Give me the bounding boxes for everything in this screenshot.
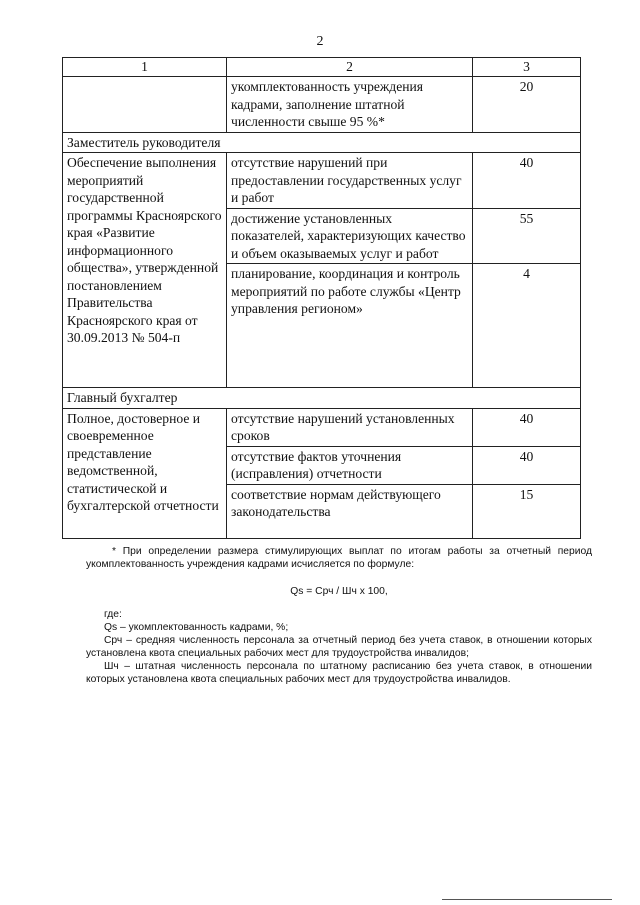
formula-definition-shch: Шч – штатная численность персонала по штатному расписанию без учета ставок, в отношении которых установлена квота специальных рабочих мест для трудоустройства инвалидов. [86,661,592,685]
section-header-row [63,388,581,409]
column-header-3: 3 [473,58,581,77]
column-header-2: 2 [227,58,473,77]
criterion-cell: планирование, координация и контроль мероприятий по работе службы «Центр управления регионом» [227,264,473,388]
table-header-row [63,58,581,77]
points-cell: 20 [473,77,581,133]
points-cell: 40 [473,446,581,484]
criteria-table [62,57,581,539]
staffing-formula: Qs = Срч / Шч х 100, [290,586,388,597]
points-cell: 4 [473,264,581,388]
column-header-1: 1 [63,58,227,77]
criterion-cell: достижение установленных показателей, характеризующих качество и объем оказываемых услуг и работ [227,208,473,264]
points-cell: 40 [473,153,581,209]
section-title-chief-accountant: Главный бухгалтер [63,388,581,409]
criterion-cell: отсутствие нарушений при предоставлении государственных услуг и работ [227,153,473,209]
table-row [63,153,581,209]
criterion-cell: отсутствие фактов уточнения (исправления) отчетности [227,446,473,484]
criterion-cell: соответствие нормам действующего законодательства [227,484,473,538]
points-cell: 15 [473,484,581,538]
criterion-cell: отсутствие нарушений установленных сроков [227,408,473,446]
page-number: 2 [316,34,324,49]
formula-where: где: [104,609,122,620]
section-header-row [63,132,581,153]
footnote-intro: * При определении размера стимулирующих выплат по итогам работы за отчетный период укомплектованность учреждения кадрами исчисляется по формуле: [86,546,592,570]
bottom-rule [442,899,612,900]
points-cell: 55 [473,208,581,264]
indicator-cell-empty [63,77,227,133]
footnote [86,545,592,686]
section-title-deputy: Заместитель руководителя [63,132,581,153]
indicator-cell: Полное, достоверное и своевременное представление ведомственной, статистической и бухгалтерской отчетности [63,408,227,538]
table-row [63,77,581,133]
formula-definition-srch: Срч – средняя численность персонала за отчетный период без учета ставок, в отношении которых установлена квота специальных рабочих мест для трудоустройства инвалидов; [86,635,592,659]
criterion-cell: укомплектованность учреждения кадрами, заполнение штатной численности свыше 95 %* [227,77,473,133]
table-row [63,408,581,446]
formula-definition-qs: Qs – укомплектованность кадрами, %; [104,622,289,633]
indicator-cell: Обеспечение выполнения мероприятий государственной программы Красноярского края «Развитие информационного общества», утвержденной постановлением Правительства Красноярского края от 30.09.2013 № 504-п [63,153,227,388]
points-cell: 40 [473,408,581,446]
